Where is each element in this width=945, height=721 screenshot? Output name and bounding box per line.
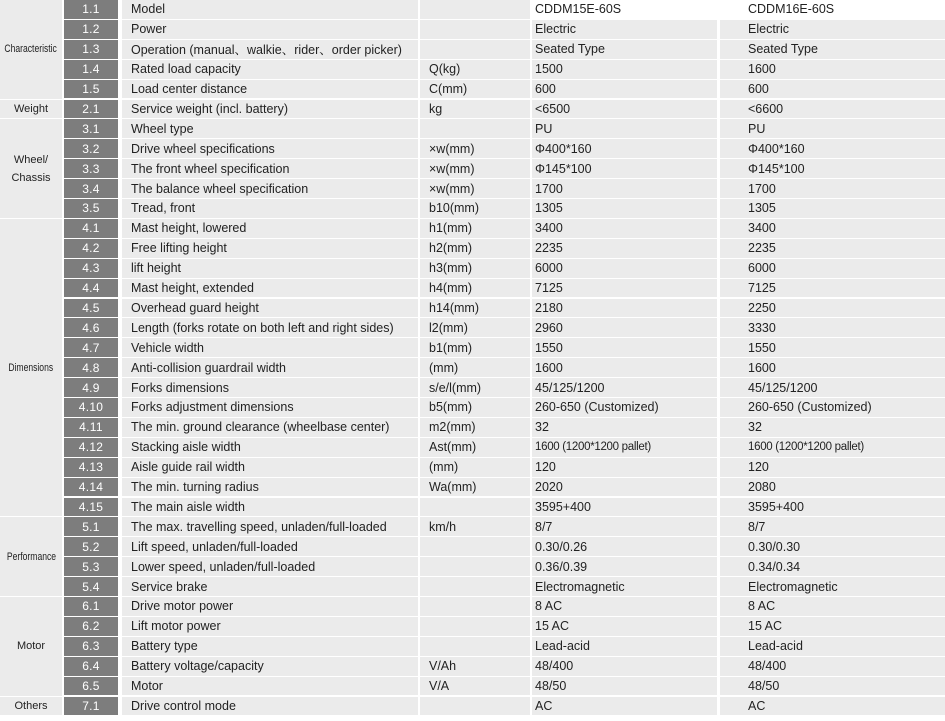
value-cddm16e: 1600 (1200*1200 pallet) <box>720 438 945 457</box>
table-row <box>0 139 945 159</box>
table-row <box>0 657 945 677</box>
parameter-unit: V/Ah <box>420 657 530 676</box>
row-number: 6.3 <box>64 637 118 656</box>
parameter-unit: (mm) <box>420 458 530 477</box>
parameter-unit: Ast(mm) <box>420 438 530 457</box>
parameter-name: Aisle guide rail width <box>122 458 418 477</box>
parameter-name: Vehicle width <box>122 338 418 357</box>
parameter-unit: ×w(mm) <box>420 159 530 178</box>
parameter-name: Battery voltage/capacity <box>122 657 418 676</box>
row-number: 1.5 <box>64 80 118 99</box>
parameter-name: Lower speed, unladen/full-loaded <box>122 557 418 576</box>
value-cddm16e: 6000 <box>720 259 945 278</box>
row-number: 4.3 <box>64 259 118 278</box>
parameter-name: Free lifting height <box>122 239 418 258</box>
group-label-text: Others <box>14 699 48 712</box>
value-cddm15e: 2020 <box>532 478 717 497</box>
parameter-unit: h1(mm) <box>420 219 530 238</box>
value-cddm15e: 600 <box>532 80 717 99</box>
value-cddm16e: 3400 <box>720 219 945 238</box>
value-cddm16e: 2080 <box>720 478 945 497</box>
row-number: 4.15 <box>64 498 118 517</box>
row-number: 3.5 <box>64 199 118 218</box>
row-number: 6.1 <box>64 597 118 616</box>
group-label-wheel <box>0 119 62 218</box>
table-row <box>0 358 945 378</box>
parameter-name: Lift speed, unladen/full-loaded <box>122 537 418 556</box>
row-number: 4.6 <box>64 318 118 337</box>
parameter-name: Drive control mode <box>122 697 418 716</box>
value-cddm16e: 1305 <box>720 199 945 218</box>
parameter-unit <box>420 597 530 616</box>
value-cddm15e: 2235 <box>532 239 717 258</box>
table-row <box>0 697 945 717</box>
table-row <box>0 338 945 358</box>
table-row <box>0 557 945 577</box>
row-number: 4.10 <box>64 398 118 417</box>
value-cddm16e: 3595+400 <box>720 498 945 517</box>
table-row <box>0 219 945 239</box>
row-number: 1.2 <box>64 20 118 39</box>
group-label-motor <box>0 597 62 696</box>
value-cddm15e: Φ145*100 <box>532 159 717 178</box>
parameter-name: Overhead guard height <box>122 299 418 318</box>
parameter-name: The min. ground clearance (wheelbase center) <box>122 418 418 437</box>
parameter-name: Stacking aisle width <box>122 438 418 457</box>
row-number: 4.1 <box>64 219 118 238</box>
parameter-name: Drive wheel specifications <box>122 139 418 158</box>
value-cddm15e: 3595+400 <box>532 498 717 517</box>
parameter-name: Motor <box>122 677 418 696</box>
parameter-name: Mast height, lowered <box>122 219 418 238</box>
parameter-name: Service weight (incl. battery) <box>122 100 418 119</box>
value-cddm15e: 8 AC <box>532 597 717 616</box>
value-cddm16e: 48/50 <box>720 677 945 696</box>
parameter-unit <box>420 557 530 576</box>
row-number: 5.4 <box>64 577 118 596</box>
table-row <box>0 537 945 557</box>
parameter-name: Wheel type <box>122 119 418 138</box>
value-cddm16e: Lead-acid <box>720 637 945 656</box>
table-row <box>0 637 945 657</box>
row-number: 4.7 <box>64 338 118 357</box>
parameter-unit <box>420 697 530 716</box>
table-row <box>0 40 945 60</box>
value-cddm15e: 32 <box>532 418 717 437</box>
value-cddm15e: 1700 <box>532 179 717 198</box>
value-cddm15e: 0.30/0.26 <box>532 537 717 556</box>
parameter-unit: ×w(mm) <box>420 179 530 198</box>
value-cddm15e: 6000 <box>532 259 717 278</box>
value-cddm15e: 1500 <box>532 60 717 79</box>
value-cddm15e: <6500 <box>532 100 717 119</box>
parameter-name: Anti-collision guardrail width <box>122 358 418 377</box>
value-cddm16e: <6600 <box>720 100 945 119</box>
row-number: 2.1 <box>64 100 118 119</box>
value-cddm15e: Lead-acid <box>532 637 717 656</box>
row-number: 4.12 <box>64 438 118 457</box>
row-number: 6.5 <box>64 677 118 696</box>
value-cddm15e: 260-650 (Customized) <box>532 398 717 417</box>
value-cddm15e: 2180 <box>532 299 717 318</box>
group-label-text: Characteristic <box>4 43 58 56</box>
table-row <box>0 677 945 697</box>
value-cddm15e: 8/7 <box>532 517 717 536</box>
row-number: 1.4 <box>64 60 118 79</box>
parameter-name: Length (forks rotate on both left and right sides) <box>122 318 418 337</box>
parameter-name: Load center distance <box>122 80 418 99</box>
value-cddm16e: Electric <box>720 20 945 39</box>
table-row <box>0 378 945 398</box>
value-cddm16e: 0.30/0.30 <box>720 537 945 556</box>
value-cddm15e: 0.36/0.39 <box>532 557 717 576</box>
group-label-text: Performance <box>6 550 56 563</box>
value-cddm16e: AC <box>720 697 945 716</box>
parameter-name: Mast height, extended <box>122 279 418 298</box>
row-number: 4.8 <box>64 358 118 377</box>
group-label-characteristic <box>0 0 62 99</box>
parameter-unit <box>420 498 530 517</box>
value-cddm16e: 2250 <box>720 299 945 318</box>
parameter-unit: h2(mm) <box>420 239 530 258</box>
parameter-name: Battery type <box>122 637 418 656</box>
table-row <box>0 498 945 518</box>
row-number: 3.1 <box>64 119 118 138</box>
value-cddm16e: 1550 <box>720 338 945 357</box>
table-row <box>0 60 945 80</box>
row-number: 5.3 <box>64 557 118 576</box>
parameter-unit <box>420 20 530 39</box>
value-cddm16e: 15 AC <box>720 617 945 636</box>
row-number: 7.1 <box>64 697 118 716</box>
row-number: 4.11 <box>64 418 118 437</box>
table-row <box>0 0 945 20</box>
parameter-unit: ×w(mm) <box>420 139 530 158</box>
value-cddm15e: 1305 <box>532 199 717 218</box>
value-cddm15e: Electromagnetic <box>532 577 717 596</box>
parameter-name: Lift motor power <box>122 617 418 636</box>
table-row <box>0 100 945 120</box>
parameter-unit <box>420 537 530 556</box>
value-cddm16e: 260-650 (Customized) <box>720 398 945 417</box>
table-row <box>0 478 945 498</box>
row-number: 5.2 <box>64 537 118 556</box>
value-cddm16e: PU <box>720 119 945 138</box>
value-cddm15e: 45/125/1200 <box>532 378 717 397</box>
table-row <box>0 418 945 438</box>
parameter-unit: kg <box>420 100 530 119</box>
value-cddm15e: 48/50 <box>532 677 717 696</box>
parameter-name: Operation (manual、walkie、rider、order picker) <box>122 40 418 59</box>
parameter-name: The min. turning radius <box>122 478 418 497</box>
table-row <box>0 517 945 537</box>
group-label-dimensions <box>0 219 62 517</box>
table-row <box>0 438 945 458</box>
value-cddm16e: Φ400*160 <box>720 139 945 158</box>
table-row <box>0 20 945 40</box>
group-label-others <box>0 697 62 716</box>
value-cddm16e: Φ145*100 <box>720 159 945 178</box>
table-row <box>0 577 945 597</box>
value-cddm16e: 8 AC <box>720 597 945 616</box>
row-number: 4.9 <box>64 378 118 397</box>
parameter-name: The main aisle width <box>122 498 418 517</box>
value-cddm15e: CDDM15E-60S <box>532 0 717 19</box>
table-row <box>0 179 945 199</box>
parameter-unit: l2(mm) <box>420 318 530 337</box>
table-row <box>0 159 945 179</box>
parameter-unit: Wa(mm) <box>420 478 530 497</box>
value-cddm15e: 15 AC <box>532 617 717 636</box>
value-cddm15e: Electric <box>532 20 717 39</box>
row-number: 5.1 <box>64 517 118 536</box>
value-cddm16e: 1600 <box>720 358 945 377</box>
value-cddm16e: Seated Type <box>720 40 945 59</box>
row-number: 4.2 <box>64 239 118 258</box>
row-number: 1.3 <box>64 40 118 59</box>
value-cddm15e: 3400 <box>532 219 717 238</box>
parameter-unit <box>420 637 530 656</box>
parameter-unit: h4(mm) <box>420 279 530 298</box>
parameter-unit <box>420 0 530 19</box>
table-row <box>0 259 945 279</box>
value-cddm15e: 1550 <box>532 338 717 357</box>
value-cddm16e: 600 <box>720 80 945 99</box>
parameter-name: lift height <box>122 259 418 278</box>
parameter-unit: C(mm) <box>420 80 530 99</box>
row-number: 4.5 <box>64 299 118 318</box>
parameter-unit: b5(mm) <box>420 398 530 417</box>
value-cddm16e: 0.34/0.34 <box>720 557 945 576</box>
group-label-text: Motor <box>16 640 46 653</box>
value-cddm16e: 1600 <box>720 60 945 79</box>
parameter-name: Service brake <box>122 577 418 596</box>
parameter-unit: (mm) <box>420 358 530 377</box>
table-row <box>0 318 945 338</box>
row-number: 6.2 <box>64 617 118 636</box>
table-row <box>0 279 945 299</box>
value-cddm16e: 45/125/1200 <box>720 378 945 397</box>
value-cddm16e: 3330 <box>720 318 945 337</box>
group-label-performance <box>0 517 62 596</box>
row-number: 3.4 <box>64 179 118 198</box>
value-cddm15e: 7125 <box>532 279 717 298</box>
value-cddm15e: AC <box>532 697 717 716</box>
table-row <box>0 458 945 478</box>
parameter-unit: Q(kg) <box>420 60 530 79</box>
table-row <box>0 199 945 219</box>
parameter-name: Rated load capacity <box>122 60 418 79</box>
value-cddm16e: 48/400 <box>720 657 945 676</box>
parameter-unit: s/e/l(mm) <box>420 378 530 397</box>
value-cddm15e: 1600 <box>532 358 717 377</box>
row-number: 4.4 <box>64 279 118 298</box>
parameter-unit: V/A <box>420 677 530 696</box>
table-row <box>0 299 945 319</box>
parameter-unit: m2(mm) <box>420 418 530 437</box>
group-label-text: Weight <box>13 102 49 115</box>
parameter-name: Forks dimensions <box>122 378 418 397</box>
value-cddm16e: 8/7 <box>720 517 945 536</box>
row-number: 1.1 <box>64 0 118 19</box>
row-number: 4.14 <box>64 478 118 497</box>
table-row <box>0 119 945 139</box>
table-row <box>0 80 945 100</box>
table-row <box>0 617 945 637</box>
value-cddm15e: 2960 <box>532 318 717 337</box>
value-cddm16e: 2235 <box>720 239 945 258</box>
parameter-name: Forks adjustment dimensions <box>122 398 418 417</box>
parameter-name: Model <box>122 0 418 19</box>
value-cddm15e: 1600 (1200*1200 pallet) <box>532 438 717 457</box>
value-cddm15e: 120 <box>532 458 717 477</box>
value-cddm15e: Φ400*160 <box>532 139 717 158</box>
parameter-name: Tread, front <box>122 199 418 218</box>
parameter-unit <box>420 119 530 138</box>
table-row <box>0 398 945 418</box>
parameter-name: The max. travelling speed, unladen/full-loaded <box>122 517 418 536</box>
value-cddm16e: 120 <box>720 458 945 477</box>
parameter-name: The front wheel specification <box>122 159 418 178</box>
parameter-unit <box>420 40 530 59</box>
row-number: 6.4 <box>64 657 118 676</box>
value-cddm16e: 1700 <box>720 179 945 198</box>
group-label-text: Dimensions <box>8 361 54 374</box>
group-label-text: Wheel/ Chassis <box>11 153 51 184</box>
parameter-name: Power <box>122 20 418 39</box>
parameter-unit: b10(mm) <box>420 199 530 218</box>
parameter-unit: h14(mm) <box>420 299 530 318</box>
value-cddm16e: 32 <box>720 418 945 437</box>
value-cddm15e: 48/400 <box>532 657 717 676</box>
row-number: 3.2 <box>64 139 118 158</box>
parameter-unit <box>420 577 530 596</box>
table-row <box>0 239 945 259</box>
parameter-unit: km/h <box>420 517 530 536</box>
value-cddm16e: CDDM16E-60S <box>720 0 945 19</box>
parameter-name: Drive motor power <box>122 597 418 616</box>
parameter-unit: b1(mm) <box>420 338 530 357</box>
value-cddm16e: Electromagnetic <box>720 577 945 596</box>
parameter-unit: h3(mm) <box>420 259 530 278</box>
group-label-weight <box>0 100 62 119</box>
value-cddm16e: 7125 <box>720 279 945 298</box>
parameter-unit <box>420 617 530 636</box>
value-cddm15e: Seated Type <box>532 40 717 59</box>
parameter-name: The balance wheel specification <box>122 179 418 198</box>
row-number: 4.13 <box>64 458 118 477</box>
row-number: 3.3 <box>64 159 118 178</box>
value-cddm15e: PU <box>532 119 717 138</box>
table-row <box>0 597 945 617</box>
